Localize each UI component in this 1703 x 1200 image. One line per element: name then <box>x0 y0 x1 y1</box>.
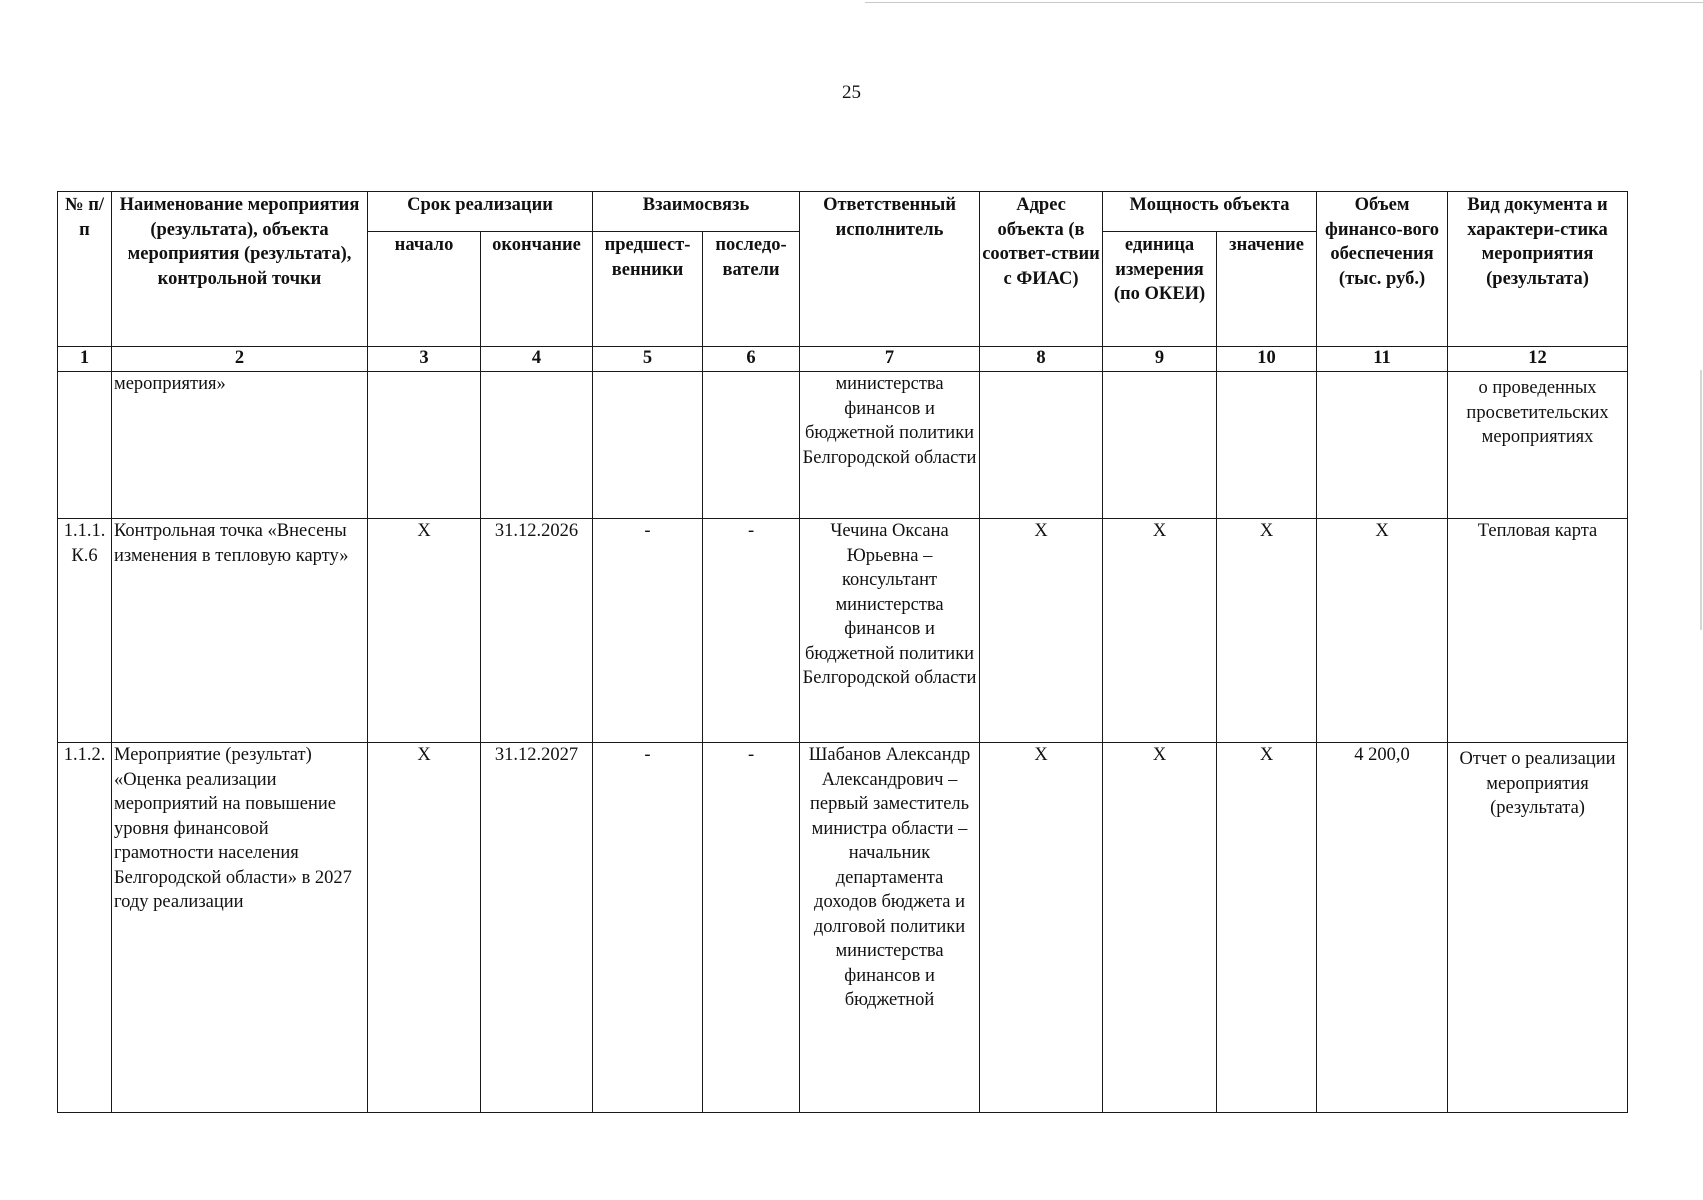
header-relation-next: последо-ватели <box>703 232 800 347</box>
cell-unit: X <box>1103 743 1217 1113</box>
cell-next: - <box>703 743 800 1113</box>
cell-responsible: Шабанов Александр Александрович – первый заместитель министра области – начальник департамента доходов бюджета и долговой политики министерства финансов и бюджетной <box>800 743 980 1113</box>
table-body <box>58 372 1628 1113</box>
cell-funding <box>1317 372 1448 519</box>
plan-table <box>57 191 1628 1113</box>
cell-end: 31.12.2026 <box>481 519 593 743</box>
cell-next: - <box>703 519 800 743</box>
column-number: 1 <box>58 347 112 372</box>
column-number: 11 <box>1317 347 1448 372</box>
cell-value: X <box>1217 519 1317 743</box>
cell-name: Контрольная точка «Внесены изменения в тепловую карту» <box>112 519 368 743</box>
column-number: 10 <box>1217 347 1317 372</box>
cell-next <box>703 372 800 519</box>
column-number: 7 <box>800 347 980 372</box>
cell-end <box>481 372 593 519</box>
header-period-start: начало <box>368 232 481 347</box>
column-number: 2 <box>112 347 368 372</box>
cell-num: 1.1.1. К.6 <box>58 519 112 743</box>
column-number: 4 <box>481 347 593 372</box>
column-number: 12 <box>1448 347 1628 372</box>
header-capacity: Мощность объекта <box>1103 192 1317 232</box>
header-capacity-unit: единица измерения (по ОКЕИ) <box>1103 232 1217 347</box>
cell-start: X <box>368 743 481 1113</box>
cell-name: Мероприятие (результат) «Оценка реализации мероприятий на повышение уровня финансовой грамотности населения Белгородской области» в 2027 году реализации <box>112 743 368 1113</box>
header-capacity-value: значение <box>1217 232 1317 347</box>
cell-prev: - <box>593 519 703 743</box>
cell-funding: 4 200,0 <box>1317 743 1448 1113</box>
header-funding: Объем финансо-вого обеспечения (тыс. руб.) <box>1317 192 1448 347</box>
cell-doc: Отчет о реализации мероприятия (результата) <box>1448 743 1628 1113</box>
table-row <box>58 519 1628 743</box>
header-num: № п/п <box>58 192 112 347</box>
cell-unit <box>1103 372 1217 519</box>
page-number: 25 <box>842 82 861 103</box>
cell-prev <box>593 372 703 519</box>
cell-value <box>1217 372 1317 519</box>
header-address: Адрес объекта (в соответ-ствии с ФИАС) <box>980 192 1103 347</box>
scan-artifact-edge <box>1700 370 1702 630</box>
cell-value: X <box>1217 743 1317 1113</box>
cell-prev: - <box>593 743 703 1113</box>
table-row <box>58 743 1628 1113</box>
cell-unit: X <box>1103 519 1217 743</box>
cell-responsible: Чечина Оксана Юрьевна – консультант министерства финансов и бюджетной политики Белгородской области <box>800 519 980 743</box>
scan-artifact-line <box>865 2 1703 3</box>
column-number: 3 <box>368 347 481 372</box>
cell-num <box>58 372 112 519</box>
cell-address: X <box>980 743 1103 1113</box>
header-period-end: окончание <box>481 232 593 347</box>
table-header <box>58 192 1628 372</box>
cell-start: X <box>368 519 481 743</box>
cell-end: 31.12.2027 <box>481 743 593 1113</box>
header-period: Срок реализации <box>368 192 593 232</box>
cell-name: мероприятия» <box>112 372 368 519</box>
header-responsible: Ответственный исполнитель <box>800 192 980 347</box>
cell-address <box>980 372 1103 519</box>
column-number: 5 <box>593 347 703 372</box>
header-relation: Взаимосвязь <box>593 192 800 232</box>
column-number: 6 <box>703 347 800 372</box>
cell-num: 1.1.2. <box>58 743 112 1113</box>
cell-doc: Тепловая карта <box>1448 519 1628 743</box>
table-row <box>58 372 1628 519</box>
header-relation-prev: предшест-венники <box>593 232 703 347</box>
column-number: 8 <box>980 347 1103 372</box>
cell-responsible: министерства финансов и бюджетной политики Белгородской области <box>800 372 980 519</box>
column-number: 9 <box>1103 347 1217 372</box>
cell-funding: X <box>1317 519 1448 743</box>
header-doc-type: Вид документа и характери-стика мероприятия (результата) <box>1448 192 1628 347</box>
cell-address: X <box>980 519 1103 743</box>
cell-doc: о проведенных просветительских мероприятиях <box>1448 372 1628 519</box>
cell-start <box>368 372 481 519</box>
header-name: Наименование мероприятия (результата), объекта мероприятия (результата), контрольной точки <box>112 192 368 347</box>
